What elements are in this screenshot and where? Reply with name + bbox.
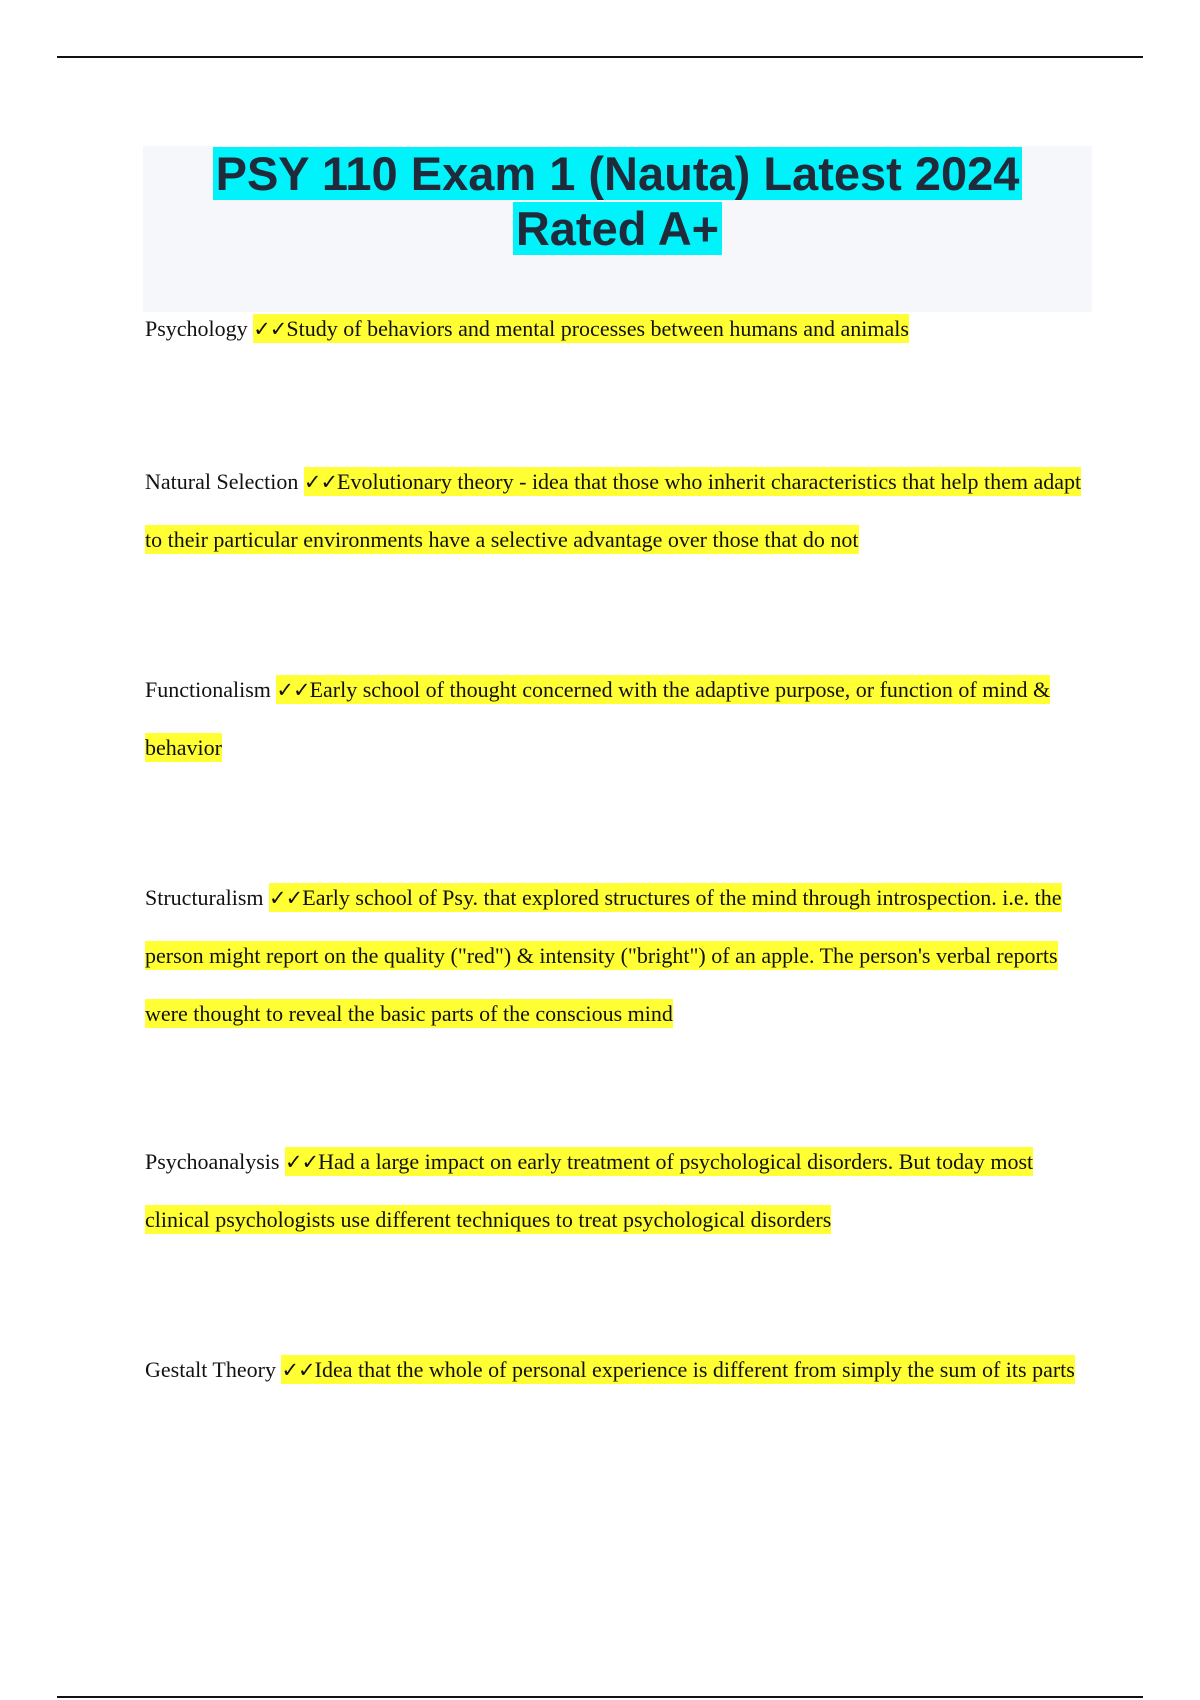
entry-term: Psychoanalysis (145, 1149, 280, 1174)
entry-term: Structuralism (145, 885, 264, 910)
double-check-icon: ✓✓ (269, 886, 303, 910)
entry-definition (145, 1147, 1033, 1234)
entry-functionalism (145, 661, 1090, 777)
entry-definition-text: Had a large impact on early treatment of psychological disorders. But today most clinical psychologists use different techniques to treat psychological disorders (145, 1149, 1034, 1232)
entry-definition (145, 675, 1050, 762)
entry-definition-text: Idea that the whole of personal experience is different from simply the sum of its parts (314, 1357, 1075, 1382)
entry-term: Psychology (145, 316, 248, 341)
double-check-icon: ✓✓ (284, 1150, 319, 1174)
page-title (143, 146, 1092, 256)
double-check-icon: ✓✓ (253, 317, 287, 341)
double-check-icon: ✓✓ (281, 1358, 315, 1382)
entry-definition (145, 883, 1062, 1028)
entry-gestalt-theory (145, 1341, 1090, 1399)
entry-definition (281, 1355, 1074, 1384)
entry-definition-text: Evolutionary theory - idea that those who inherit characteristics that help them adapt to their particular environments have a selective advantage over those that do not (145, 469, 1082, 552)
footer-rule (57, 1696, 1143, 1698)
entry-psychology (145, 300, 1090, 358)
double-check-icon: ✓✓ (276, 678, 310, 702)
entry-definition-text: Early school of Psy. that explored structures of the mind through introspection. i.e. the person might report on the quality ("red") & intensity ("bright") of an apple. The person's verbal reports were thought to reveal the basic parts of the conscious mind (145, 885, 1062, 1026)
entry-definition-text: Study of behaviors and mental processes between humans and animals (286, 316, 909, 341)
entry-structuralism (145, 869, 1090, 1043)
entry-natural-selection (145, 453, 1090, 569)
double-check-icon: ✓✓ (303, 470, 338, 494)
entry-psychoanalysis (145, 1133, 1090, 1249)
header-rule (57, 56, 1143, 58)
entry-term: Natural Selection (145, 469, 299, 494)
entry-term: Functionalism (145, 677, 271, 702)
page-title-line-2: Rated A+ (513, 202, 722, 255)
entry-definition (253, 314, 909, 343)
page-title-line-1: PSY 110 Exam 1 (Nauta) Latest 2024 (213, 147, 1023, 200)
entry-term: Gestalt Theory (145, 1357, 276, 1382)
entry-definition-text: Early school of thought concerned with the adaptive purpose, or function of mind & behavior (145, 677, 1051, 760)
